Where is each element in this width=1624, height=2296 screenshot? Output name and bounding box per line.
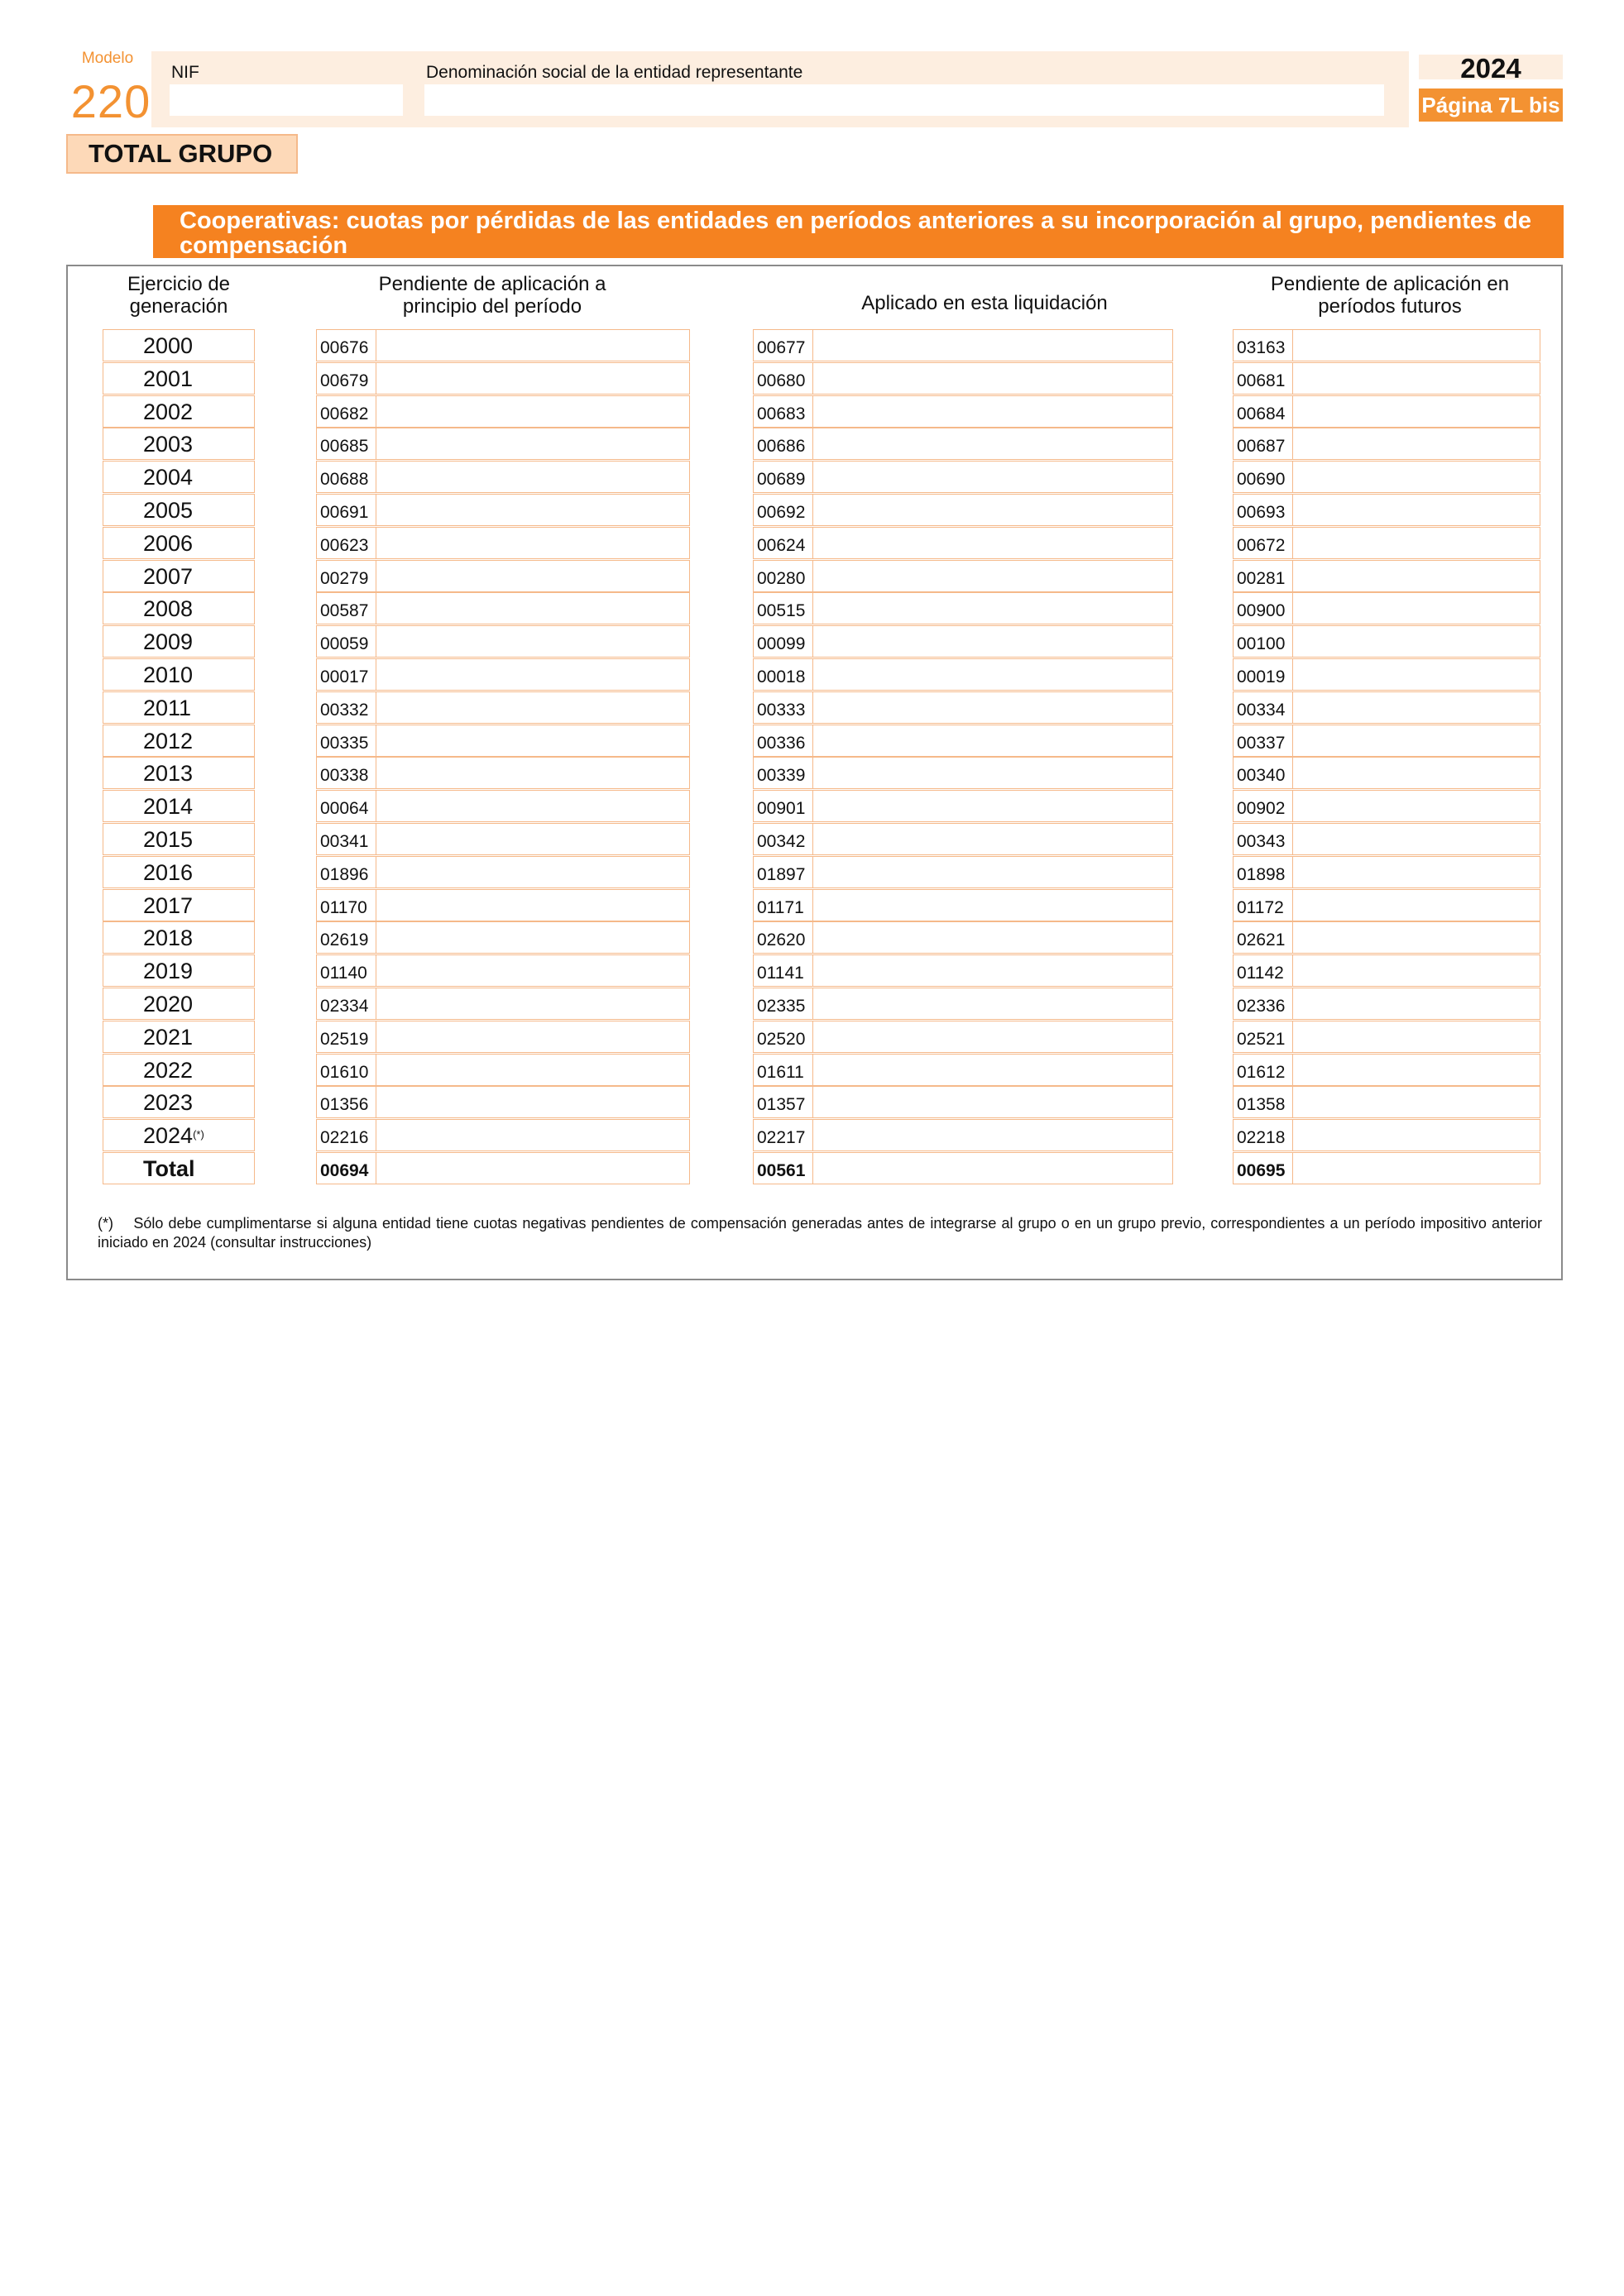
year-text: 2004 [143,465,194,490]
box-code: 00334 [1234,692,1293,723]
year-text: 2012 [143,729,194,753]
pendiente-inicio-field[interactable] [316,560,690,592]
pendiente-futuro-field[interactable] [1233,428,1540,460]
pendiente-futuro-field[interactable] [1233,954,1540,987]
year-text: 2006 [143,531,194,556]
pendiente-inicio-field[interactable] [316,362,690,395]
box-code: 01610 [317,1055,376,1085]
year-label [103,889,255,921]
aplicado-field[interactable] [753,921,1173,954]
pendiente-futuro-field[interactable] [1233,691,1540,724]
box-code: 01896 [317,857,376,887]
footnote [98,1214,1542,1252]
aplicado-field[interactable] [753,395,1173,428]
year-label [103,988,255,1020]
year-label [103,461,255,493]
year-text: 2009 [143,629,194,654]
pendiente-futuro-field[interactable] [1233,1086,1540,1118]
box-code: 00686 [754,428,813,459]
pendiente-futuro-field[interactable] [1233,395,1540,428]
year-text: 2016 [143,860,194,885]
modelo-label: Modelo [81,50,134,67]
box-code: 01897 [754,857,813,887]
aplicado-field[interactable] [753,592,1173,624]
footnote-ref: (*) [193,1128,204,1141]
box-code: 00515 [754,593,813,624]
aplicado-field[interactable] [753,691,1173,724]
col-header-aplicado: Aplicado en esta liquidación [861,292,1108,314]
pendiente-inicio-field[interactable] [316,395,690,428]
box-code: 02336 [1234,988,1293,1019]
col-header-pendiente-futuro: Pendiente de aplicación en períodos futuros [1270,273,1510,318]
pendiente-inicio-field[interactable] [316,1086,690,1118]
aplicado-field[interactable] [753,1119,1173,1151]
box-code: 01898 [1234,857,1293,887]
year-label [103,592,255,624]
year-label [103,1054,255,1086]
box-code: 00341 [317,824,376,854]
year-text: 2021 [143,1025,194,1050]
box-code: 00018 [754,659,813,690]
box-code: 00685 [317,428,376,459]
box-code: 00623 [317,528,376,558]
aplicado-field[interactable] [753,428,1173,460]
pendiente-inicio-field[interactable] [316,428,690,460]
box-code: 00690 [1234,462,1293,492]
box-code: 00692 [754,495,813,525]
year-text: 2007 [143,564,194,589]
year-text: 2019 [143,959,194,983]
modelo-number: 220 [70,75,151,127]
total-pendiente-inicio-field[interactable] [316,1152,690,1184]
total-text: Total [143,1156,195,1181]
box-code: 00694 [317,1153,376,1184]
box-code: 00280 [754,561,813,591]
total-pendiente-futuro-field[interactable] [1233,1152,1540,1184]
box-code: 02218 [1234,1120,1293,1150]
aplicado-field[interactable] [753,560,1173,592]
box-code: 00099 [754,626,813,657]
box-code: 00339 [754,758,813,788]
pendiente-inicio-field[interactable] [316,494,690,526]
pendiente-futuro-field[interactable] [1233,988,1540,1020]
box-code: 02334 [317,988,376,1019]
box-code: 00336 [754,725,813,756]
year-text: 2023 [143,1090,194,1115]
pendiente-futuro-field[interactable] [1233,1119,1540,1151]
aplicado-field[interactable] [753,790,1173,822]
box-code: 00679 [317,363,376,394]
year-text: 2024 [143,1123,194,1148]
year-label [103,790,255,822]
pendiente-futuro-field[interactable] [1233,856,1540,888]
box-code: 00676 [317,330,376,361]
box-code: 00672 [1234,528,1293,558]
box-code: 01172 [1234,890,1293,921]
box-code: 00691 [317,495,376,525]
box-code: 02521 [1234,1021,1293,1052]
pendiente-futuro-field[interactable] [1233,560,1540,592]
box-code: 00100 [1234,626,1293,657]
year-label [103,494,255,526]
box-code: 01611 [754,1055,813,1085]
box-code: 00693 [1234,495,1293,525]
aplicado-field[interactable] [753,362,1173,395]
pendiente-inicio-field[interactable] [316,823,690,855]
box-code: 00338 [317,758,376,788]
aplicado-field[interactable] [753,757,1173,789]
pendiente-futuro-field[interactable] [1233,658,1540,691]
box-code: 02620 [754,922,813,953]
footnote-mark: (*) [98,1215,113,1232]
pendiente-inicio-field[interactable] [316,1054,690,1086]
aplicado-field[interactable] [753,725,1173,757]
year-label [103,954,255,987]
box-code: 00337 [1234,725,1293,756]
year-text: 2013 [143,761,194,786]
box-code: 00340 [1234,758,1293,788]
box-code: 00019 [1234,659,1293,690]
aplicado-field[interactable] [753,823,1173,855]
pendiente-inicio-field[interactable] [316,954,690,987]
nif-label: NIF [171,63,199,82]
year-label [103,856,255,888]
box-code: 00689 [754,462,813,492]
aplicado-field[interactable] [753,527,1173,559]
aplicado-field[interactable] [753,461,1173,493]
pendiente-inicio-field[interactable] [316,461,690,493]
year-text: 2000 [143,333,194,358]
box-code: 00681 [1234,363,1293,394]
pendiente-inicio-field[interactable] [316,592,690,624]
box-code: 00687 [1234,428,1293,459]
year-label [103,757,255,789]
pendiente-inicio-field[interactable] [316,1119,690,1151]
aplicado-field[interactable] [753,494,1173,526]
box-code: 01140 [317,955,376,986]
year-label [103,329,255,361]
year-badge: 2024 [1419,55,1563,79]
box-code: 00561 [754,1153,813,1184]
year-text: 2017 [143,893,194,918]
box-code: 00333 [754,692,813,723]
box-code: 01170 [317,890,376,921]
box-code: 00900 [1234,593,1293,624]
pendiente-inicio-field[interactable] [316,527,690,559]
aplicado-field[interactable] [753,856,1173,888]
box-code: 01612 [1234,1055,1293,1085]
box-code: 00682 [317,396,376,427]
box-code: 00587 [317,593,376,624]
year-text: 2014 [143,794,194,819]
box-code: 00677 [754,330,813,361]
year-label [103,921,255,954]
aplicado-field[interactable] [753,1086,1173,1118]
box-code: 00684 [1234,396,1293,427]
pendiente-futuro-field[interactable] [1233,1054,1540,1086]
pendiente-inicio-field[interactable] [316,725,690,757]
box-code: 00624 [754,528,813,558]
year-text: 2018 [143,926,194,950]
box-code: 02520 [754,1021,813,1052]
pendiente-inicio-field[interactable] [316,921,690,954]
pendiente-futuro-field[interactable] [1233,494,1540,526]
box-code: 00695 [1234,1153,1293,1184]
box-code: 00342 [754,824,813,854]
pendiente-futuro-field[interactable] [1233,625,1540,658]
pendiente-inicio-field[interactable] [316,790,690,822]
box-code: 01141 [754,955,813,986]
box-code: 02621 [1234,922,1293,953]
aplicado-field[interactable] [753,329,1173,361]
year-label [103,691,255,724]
aplicado-field[interactable] [753,658,1173,691]
year-text: 2011 [143,696,192,720]
year-label [103,1021,255,1053]
pendiente-futuro-field[interactable] [1233,592,1540,624]
year-label [103,362,255,395]
box-code: 00343 [1234,824,1293,854]
year-text: 2015 [143,827,194,852]
box-code: 00064 [317,791,376,821]
col-header-pendiente-inicio: Pendiente de aplicación a principio del período [378,273,606,318]
year-label [103,1119,255,1151]
year-label [103,625,255,658]
pendiente-inicio-field[interactable] [316,691,690,724]
box-code: 00680 [754,363,813,394]
pendiente-futuro-field[interactable] [1233,461,1540,493]
pendiente-inicio-field[interactable] [316,625,690,658]
year-label [103,823,255,855]
year-text: 2003 [143,432,194,457]
box-code: 00017 [317,659,376,690]
box-code: 01358 [1234,1087,1293,1117]
year-label [103,395,255,428]
pendiente-inicio-field[interactable] [316,329,690,361]
box-code: 00279 [317,561,376,591]
pendiente-futuro-field[interactable] [1233,527,1540,559]
aplicado-field[interactable] [753,954,1173,987]
box-code: 02619 [317,922,376,953]
box-code: 00902 [1234,791,1293,821]
nif-field[interactable] [170,84,403,116]
box-code: 00901 [754,791,813,821]
pendiente-futuro-field[interactable] [1233,757,1540,789]
denominacion-label: Denominación social de la entidad representante [426,63,803,82]
box-code: 00335 [317,725,376,756]
footnote-text: Sólo debe cumplimentarse si alguna entidad tiene cuotas negativas pendientes de compensación generadas antes de integrarse al grupo o en un grupo previo, correspondientes a un período impositivo anterior iniciado en 2024 (consultar instrucciones) [98,1215,1542,1251]
pendiente-futuro-field[interactable] [1233,790,1540,822]
box-code: 02335 [754,988,813,1019]
box-code: 01171 [754,890,813,921]
box-code: 00683 [754,396,813,427]
year-text: 2005 [143,498,194,523]
pendiente-futuro-field[interactable] [1233,725,1540,757]
pendiente-futuro-field[interactable] [1233,921,1540,954]
page-badge: Página 7L bis [1419,88,1563,122]
pendiente-inicio-field[interactable] [316,988,690,1020]
box-code: 01356 [317,1087,376,1117]
total-label [103,1152,255,1184]
year-label [103,428,255,460]
box-code: 00059 [317,626,376,657]
box-code: 00281 [1234,561,1293,591]
box-code: 02216 [317,1120,376,1150]
year-label [103,658,255,691]
aplicado-field[interactable] [753,1021,1173,1053]
pendiente-futuro-field[interactable] [1233,1021,1540,1053]
year-label [103,725,255,757]
year-label [103,560,255,592]
year-text: 2008 [143,596,194,621]
aplicado-field[interactable] [753,625,1173,658]
pendiente-futuro-field[interactable] [1233,889,1540,921]
pendiente-futuro-field[interactable] [1233,362,1540,395]
box-code: 00688 [317,462,376,492]
year-text: 2010 [143,662,194,687]
year-label [103,527,255,559]
box-code: 02217 [754,1120,813,1150]
pendiente-futuro-field[interactable] [1233,329,1540,361]
pendiente-inicio-field[interactable] [316,757,690,789]
box-code: 02519 [317,1021,376,1052]
pendiente-inicio-field[interactable] [316,1021,690,1053]
aplicado-field[interactable] [753,988,1173,1020]
pendiente-inicio-field[interactable] [316,658,690,691]
year-text: 2002 [143,399,194,424]
year-text: 2020 [143,992,194,1016]
year-label [103,1086,255,1118]
year-text: 2001 [143,366,194,391]
pendiente-inicio-field[interactable] [316,856,690,888]
box-code: 01142 [1234,955,1293,986]
box-code: 01357 [754,1087,813,1117]
pendiente-inicio-field[interactable] [316,889,690,921]
section-label: TOTAL GRUPO [66,134,298,174]
denominacion-field[interactable] [424,84,1384,116]
identification-box [151,51,1409,127]
pendiente-futuro-field[interactable] [1233,823,1540,855]
col-header-ejercicio: Ejercicio de generación [127,273,231,318]
aplicado-field[interactable] [753,889,1173,921]
total-aplicado-field[interactable] [753,1152,1173,1184]
year-text: 2022 [143,1058,194,1083]
aplicado-field[interactable] [753,1054,1173,1086]
box-code: 03163 [1234,330,1293,361]
section-title: Cooperativas: cuotas por pérdidas de las entidades en períodos anteriores a su incorporación al grupo, pendientes de compensación [153,205,1564,258]
box-code: 00332 [317,692,376,723]
